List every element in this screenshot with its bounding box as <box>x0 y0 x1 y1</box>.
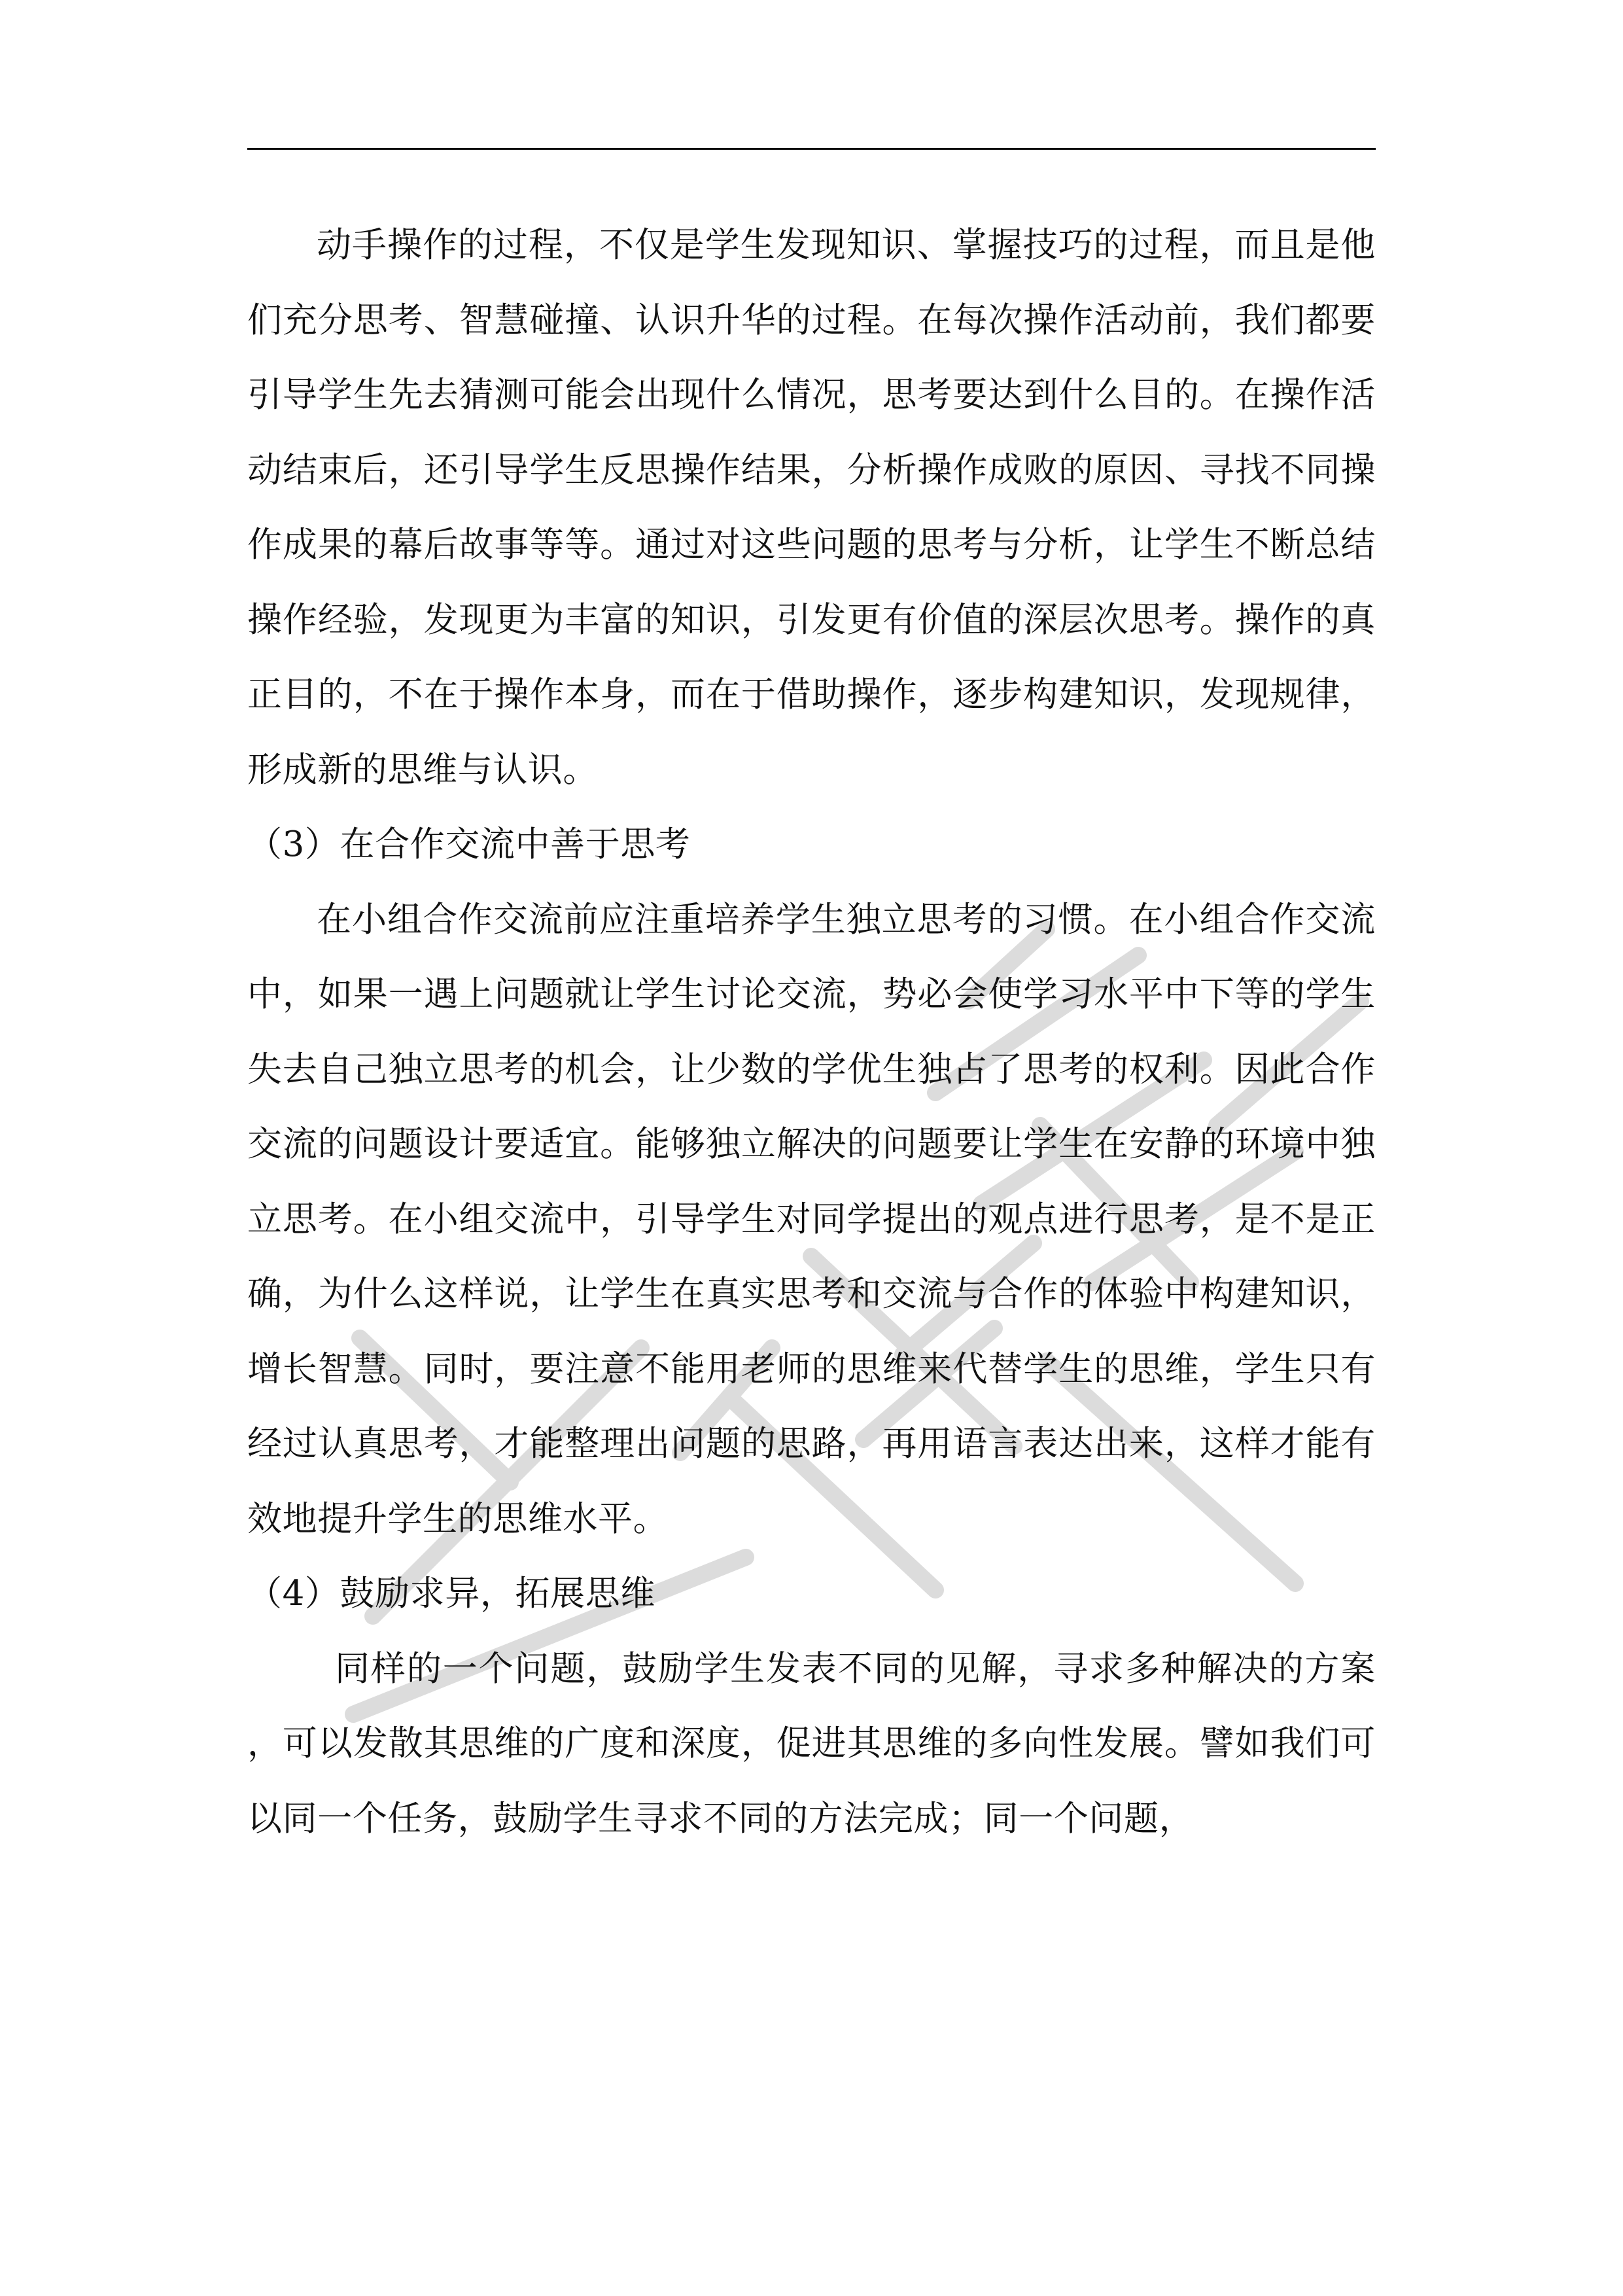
paragraph-hands-on-operation: 动手操作的过程，不仅是学生发现知识、掌握技巧的过程，而且是他们充分思考、智慧碰撞、认识升华的过程。在每次操作活动前，我们都要引导学生先去猜测可能会出现什么情况，思考要达到什么目的。在操作活动结束后，还引导学生反思操作结果，分析操作成败的原因、寻找不同操作成果的幕后故事等等。通过对这些问题的思考与分析，让学生不断总结操作经验，发现更为丰富的知识，引发更有价值的深层次思考。操作的真正目的，不在于操作本身，而在于借助操作，逐步构建知识，发现规律，形成新的思维与认识。 <box>247 225 1376 790</box>
heading-cooperative-exchange: （3）在合作交流中善于思考 <box>247 824 691 864</box>
heading-encourage-difference: （4）鼓励求异，拓展思维 <box>247 1574 655 1614</box>
document-body <box>247 208 1376 1856</box>
paragraph-divergent-thinking: 同样的一个问题，鼓励学生发表不同的见解，寻求多种解决的方案，可以发散其思维的广度和深度，促进其思维的多向性发展。譬如我们可以同一个任务，鼓励学生寻求不同的方法完成；同一个问题， <box>247 1648 1376 1839</box>
header-rule <box>247 148 1376 150</box>
paragraph-group-cooperation: 在小组合作交流前应注重培养学生独立思考的习惯。在小组合作交流中，如果一遇上问题就让学生讨论交流，势必会使学习水平中下等的学生失去自己独立思考的机会，让少数的学优生独占了思考的权利。因此合作交流的问题设计要适宜。能够独立解决的问题要让学生在安静的环境中独立思考。在小组交流中，引导学生对同学提出的观点进行思考，是不是正确，为什么这样说，让学生在真实思考和交流与合作的体验中构建知识，增长智慧。同时，要注意不能用老师的思维来代替学生的思维，学生只有经过认真思考，才能整理出问题的思路，再用语言表达出来，这样才能有效地提升学生的思维水平。 <box>247 899 1376 1539</box>
